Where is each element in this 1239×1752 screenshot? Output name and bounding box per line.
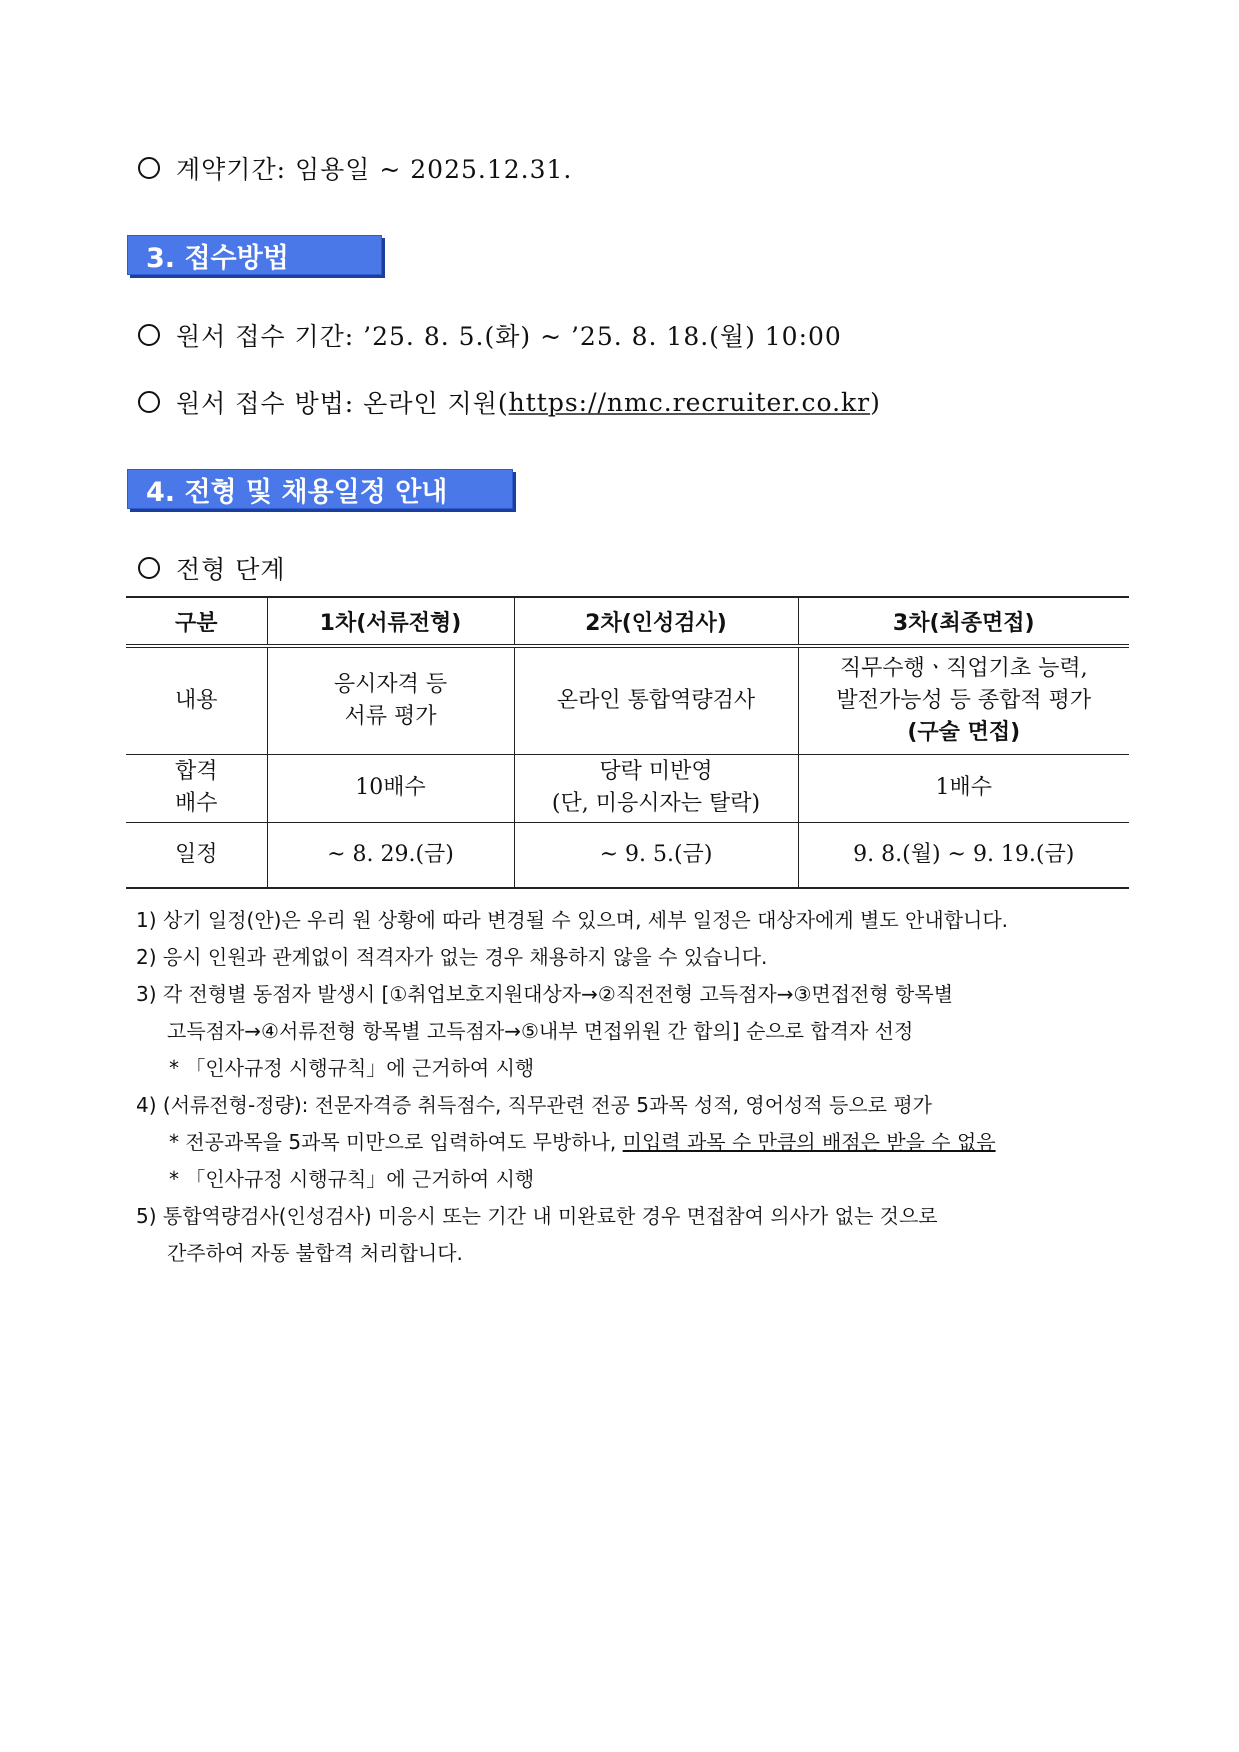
stages-subhead-line [138, 550, 286, 586]
section-4-header [127, 469, 513, 509]
note-4-reference: * 「인사규정 시행규칙」에 근거하여 시행 [169, 1167, 535, 1191]
header-stage-3: 3차(최종면접) [798, 597, 1129, 646]
cell-line: 발전가능성 등 종합적 평가 [836, 687, 1092, 713]
multiple-stage-3: 1배수 [798, 754, 1129, 822]
cell-line: 합격 [174, 759, 218, 784]
note-3-reference: * 「인사규정 시행규칙」에 근거하여 시행 [169, 1056, 535, 1080]
header-category: 구분 [126, 597, 267, 646]
section-4-title: 4. 전형 및 채용일정 안내 [146, 476, 448, 508]
cell-line: (단, 미응시자는 탈락) [551, 791, 761, 816]
note-3-line-2: 고득점자→④서류전형 항목별 고득점자→⑤내부 면접위원 간 합의] 순으로 합격자 선정 [167, 1019, 914, 1043]
section-3-title: 3. 접수방법 [146, 242, 289, 274]
multiple-stage-1: 10배수 [267, 754, 514, 822]
note-4-underlined-text: 미입력 과목 수 만큼의 배점은 받을 수 없음 [622, 1130, 996, 1154]
note-1: 1) 상기 일정(안)은 우리 원 상황에 따라 변경될 수 있으며, 세부 일정은 대상자에게 별도 안내합니다. [136, 908, 1009, 932]
stages-table [126, 596, 1129, 889]
schedule-stage-2: ~ 9. 5.(금) [514, 822, 798, 888]
table-header-row [126, 597, 1129, 646]
cell-line: 배수 [174, 791, 218, 816]
circle-bullet-icon [138, 324, 160, 346]
note-5-line-1: 5) 통합역량검사(인성검사) 미응시 또는 기간 내 미완료한 경우 면접참여 의사가 없는 것으로 [136, 1204, 938, 1228]
schedule-stage-1: ~ 8. 29.(금) [267, 822, 514, 888]
application-method-suffix: ) [870, 387, 881, 417]
note-2: 2) 응시 인원과 관계없이 적격자가 없는 경우 채용하지 않을 수 있습니다. [136, 945, 768, 969]
note-4-line-2 [136, 1124, 1136, 1161]
note-4-line-1: 4) (서류전형-정량): 전문자격증 취득점수, 직무관련 전공 5과목 성적, 영어성적 등으로 평가 [136, 1093, 932, 1117]
cell-line: 응시자격 등 [333, 671, 448, 697]
row-label-schedule: 일정 [126, 822, 267, 888]
note-5-line-2: 간주하여 자동 불합격 처리합니다. [167, 1241, 463, 1265]
section-3-header [127, 235, 382, 275]
table-row-content [126, 646, 1129, 754]
stages-subhead: 전형 단계 [176, 555, 286, 584]
content-stage-1 [267, 646, 514, 754]
table-row-schedule [126, 822, 1129, 888]
cell-line: 온라인 통합역량검사 [556, 687, 756, 713]
notes-list [136, 902, 1136, 1272]
circle-bullet-icon [138, 557, 160, 579]
row-label-content: 내용 [126, 646, 267, 754]
circle-bullet-icon [138, 157, 160, 179]
contract-period-line [138, 150, 572, 186]
content-stage-2 [514, 646, 798, 754]
schedule-stage-3: 9. 8.(월) ~ 9. 19.(금) [798, 822, 1129, 888]
row-label-multiple [126, 754, 267, 822]
application-method-prefix: 원서 접수 방법: 온라인 지원( [176, 389, 509, 418]
header-stage-1: 1차(서류전형) [267, 597, 514, 646]
table-row-multiple [126, 754, 1129, 822]
multiple-stage-2 [514, 754, 798, 822]
application-method-line [138, 384, 881, 420]
note-4-plain-text: * 전공과목을 5과목 미만으로 입력하여도 무방하나, [169, 1130, 623, 1154]
cell-line: 서류 평가 [344, 703, 437, 729]
oral-interview-label: (구술 면접) [907, 719, 1021, 745]
recruit-site-link[interactable]: https://nmc.recruiter.co.kr [508, 387, 871, 417]
cell-line: 당락 미반영 [599, 759, 713, 784]
application-period-text: 원서 접수 기간: ’25. 8. 5.(화) ~ ’25. 8. 18.(월) 10:00 [176, 322, 842, 351]
header-stage-2: 2차(인성검사) [514, 597, 798, 646]
application-period-line [138, 317, 842, 353]
cell-line: 직무수행ㆍ직업기초 능력, [839, 655, 1088, 681]
note-3-line-1: 3) 각 전형별 동점자 발생시 [①취업보호지원대상자→②직전전형 고득점자→③면접전형 항목별 [136, 982, 954, 1006]
content-stage-3 [798, 646, 1129, 754]
circle-bullet-icon [138, 391, 160, 413]
contract-period-text: 계약기간: 임용일 ~ 2025.12.31. [176, 155, 573, 184]
